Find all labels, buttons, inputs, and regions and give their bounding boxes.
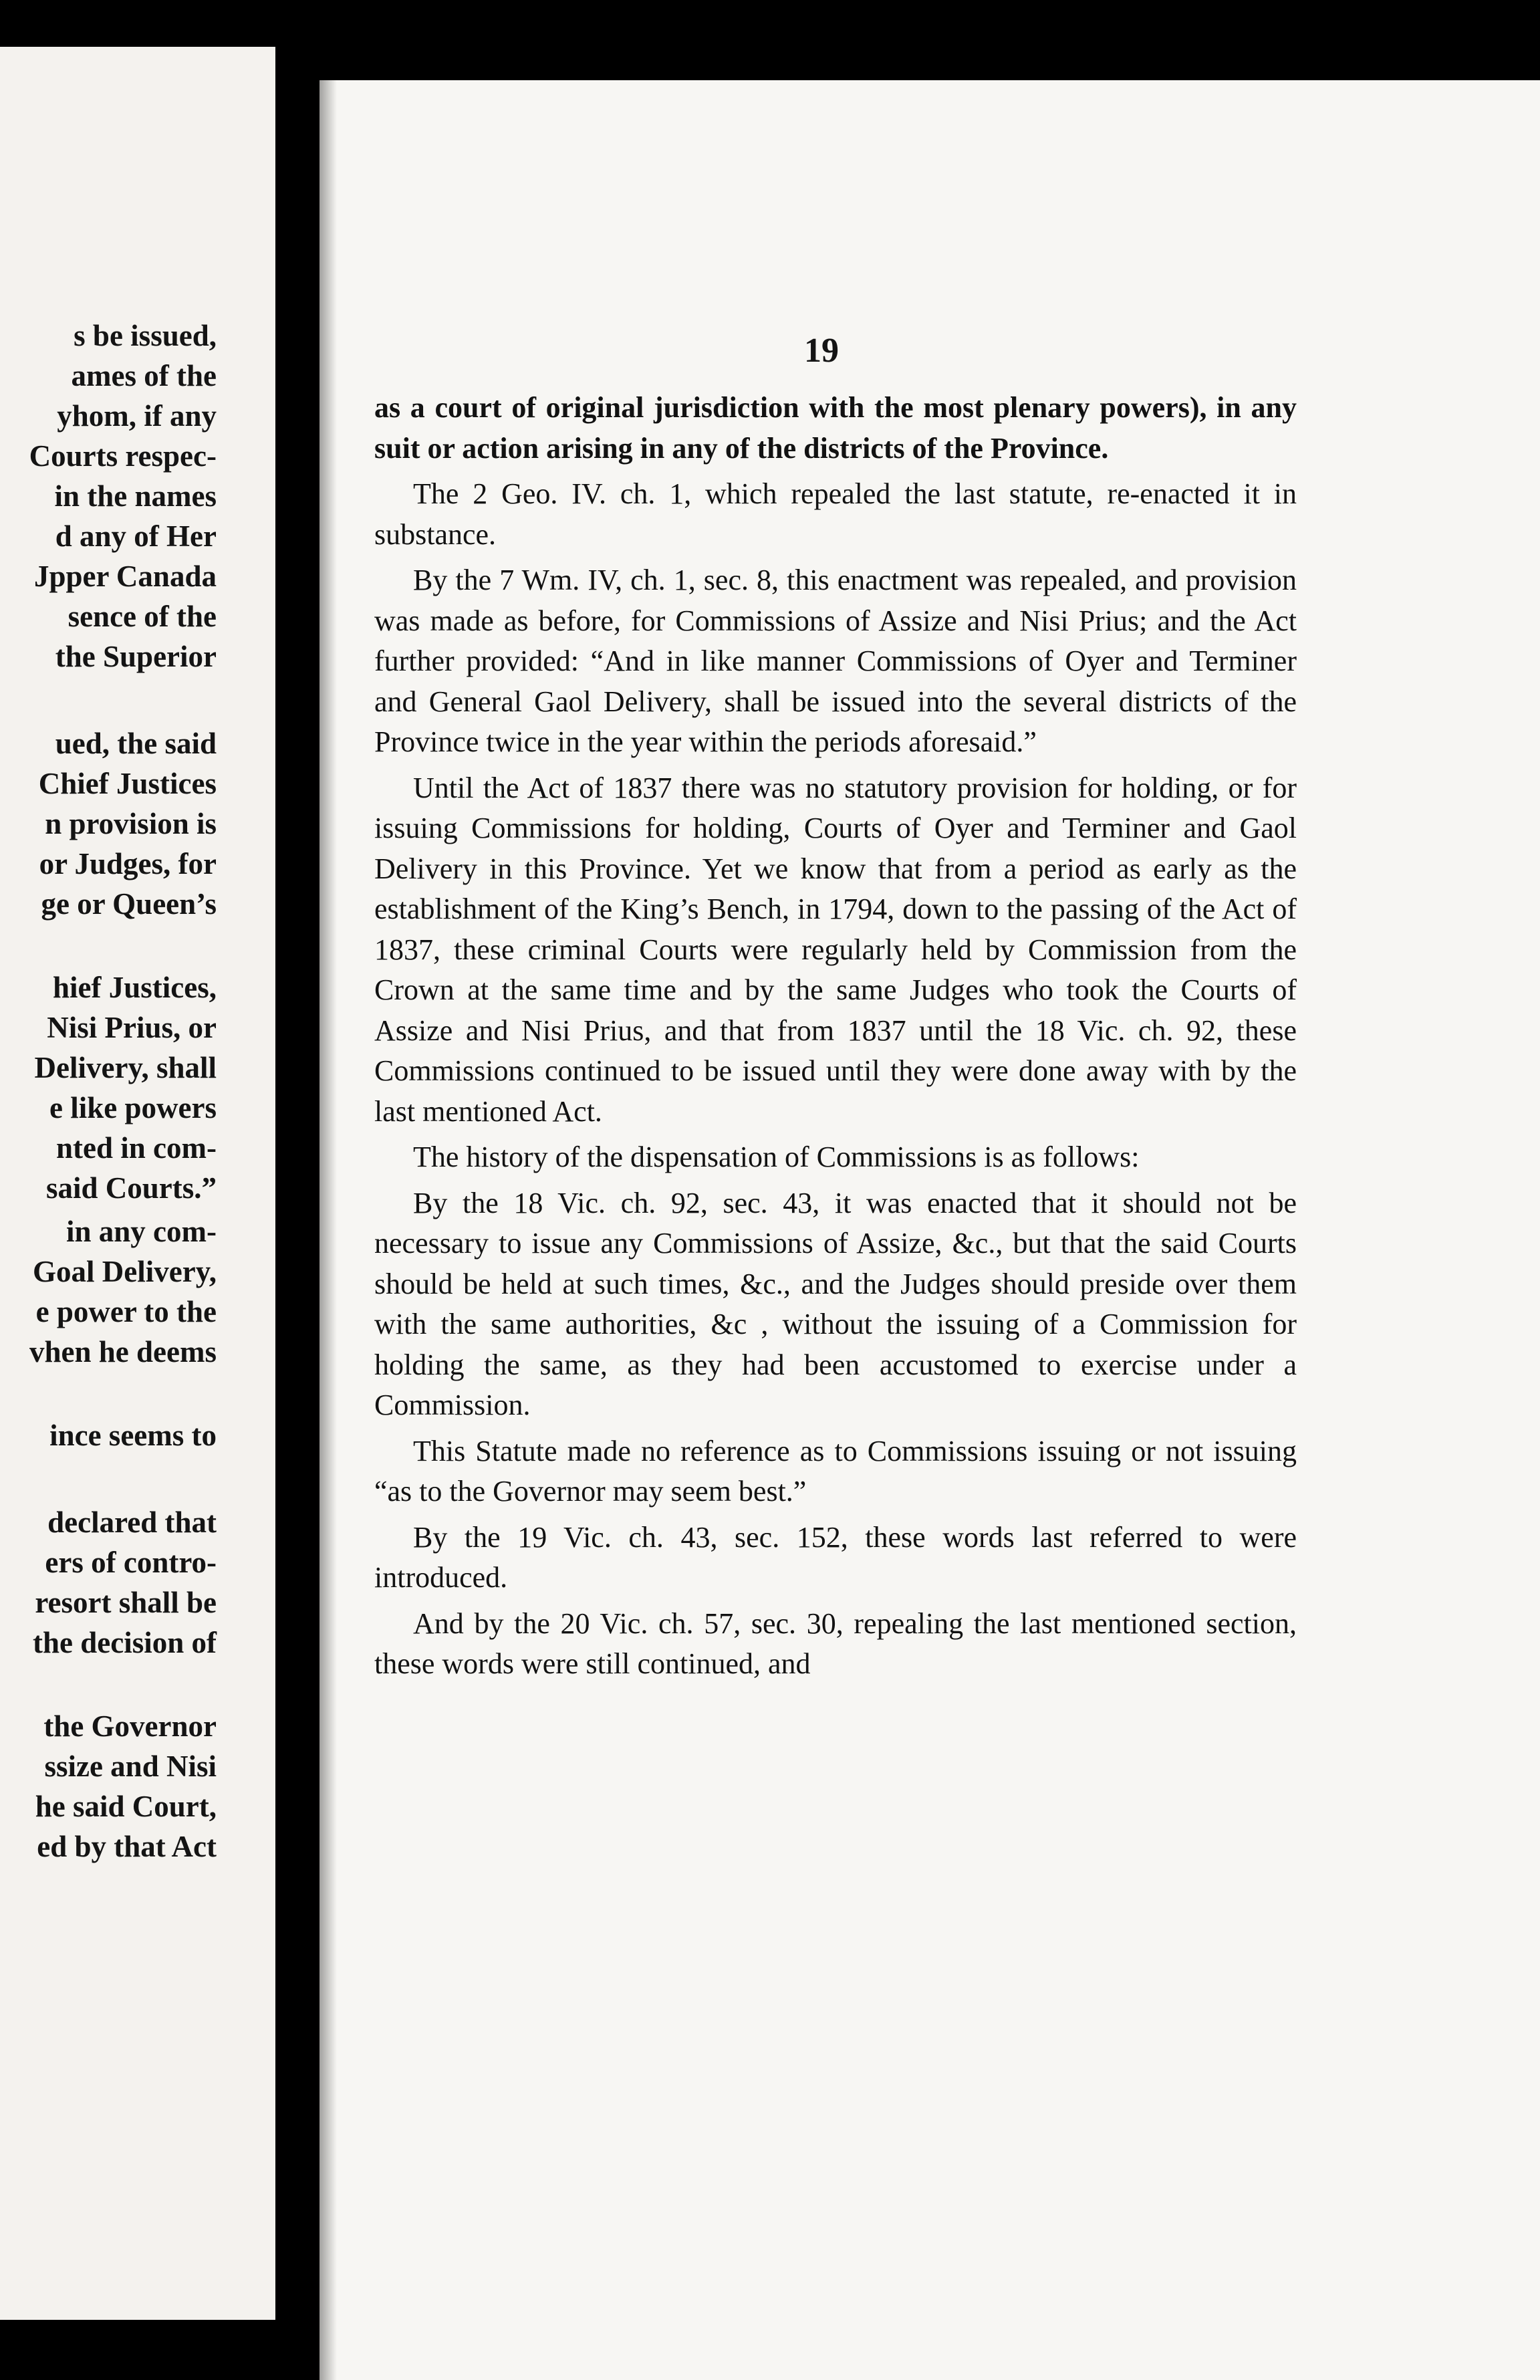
left-page-line: in the names [54, 479, 217, 513]
left-page-line: the Governor [43, 1709, 217, 1743]
left-page-line: e like powers [49, 1091, 217, 1124]
paragraph: The history of the dispensation of Commissions is as follows: [413, 1141, 1140, 1173]
left-page-line: Goal Delivery, [33, 1255, 217, 1288]
left-page-line: he said Court, [35, 1790, 217, 1823]
paragraph: The 2 Geo. IV. ch. 1, which repealed the last statute, re-enacted it in substance. [374, 477, 1297, 551]
left-page-line: ed by that Act [37, 1830, 217, 1863]
left-page-line: Chief Justices [38, 767, 217, 800]
left-page-line: the decision of [33, 1626, 217, 1659]
left-page [0, 47, 275, 2320]
left-page-line: ers of contro- [45, 1546, 217, 1579]
left-page-line: e power to the [35, 1295, 217, 1328]
paragraph: Until the Act of 1837 there was no statutory provision for holding, or for issuing Commissions for holding, Courts of Oyer and Terminer and Gaol Delivery in this Province. Yet we know that from a period as early as the establishment of the King’s Bench, in 1794, down to the passing of the Act of 1837, these criminal Courts were regularly held by Commission from the Crown at the same time and by the same Judges who took the Courts of Assize and Nisi Prius, and that from 1837 until the 18 Vic. ch. 92, these Commissions continued to be issued until they were done away with by the last mentioned Act. [374, 771, 1297, 1128]
body-text [374, 388, 1297, 1690]
left-page-line: Jpper Canada [34, 560, 217, 593]
left-page-line: declared that [47, 1506, 217, 1539]
left-page-line: said Courts.” [45, 1171, 217, 1205]
left-page-line: s be issued, [74, 319, 217, 352]
paragraph: By the 18 Vic. ch. 92, sec. 43, it was enacted that it should not be necessary to issue any Commissions of Assize, &c., but that the said Courts should be held at such times, &c., and the Judges should preside over them with the same authorities, &c , without the issuing of a Commission for holding the same, as they had been accustomed to exercise under a Commission. [374, 1186, 1297, 1421]
left-page-line: Delivery, shall [34, 1051, 217, 1084]
left-page-line: nted in com- [56, 1131, 217, 1165]
left-page-line: vhen he deems [29, 1335, 217, 1368]
left-page-line: ssize and Nisi [44, 1750, 217, 1783]
left-page-line: in any com- [66, 1215, 217, 1248]
left-page-line: Courts respec- [29, 439, 217, 473]
page-edge-shadow [319, 80, 337, 2380]
paragraph: By the 19 Vic. ch. 43, sec. 152, these words last referred to were introduced. [374, 1520, 1297, 1594]
page-number: 19 [804, 332, 839, 370]
paragraph: By the 7 Wm. IV, ch. 1, sec. 8, this enactment was repealed, and provision was made as before, for Commissions of Assize and Nisi Prius; and the Act further provided: “And in like manner Commissions of Oyer and Terminer and General Gaol Delivery, shall be issued into the several districts of the Province twice in the year within the periods aforesaid.” [374, 564, 1297, 758]
right-page [319, 80, 1540, 2380]
left-page-line: n provision is [45, 807, 217, 840]
left-page-line: hief Justices, [53, 971, 217, 1004]
left-page-line: ames of the [71, 359, 217, 392]
paragraph: This Statute made no reference as to Commissions issuing or not issuing “as to the Governor may seem best.” [374, 1434, 1297, 1508]
page-gutter [275, 0, 319, 2380]
left-page-line: ge or Queen’s [41, 887, 217, 921]
left-page-line: d any of Her [55, 519, 217, 553]
paragraph: And by the 20 Vic. ch. 57, sec. 30, repealing the last mentioned section, these words were still continued, and [374, 1606, 1297, 1680]
left-page-line: ued, the said [55, 727, 217, 760]
left-page-line: sence of the [68, 600, 217, 633]
left-page-line: ince seems to [49, 1419, 217, 1452]
left-page-line: or Judges, for [39, 847, 217, 880]
left-page-line: Nisi Prius, or [47, 1011, 217, 1044]
paragraph: as a court of original jurisdiction with the most plenary powers), in any suit or action arising in any of the districts of the Province. [374, 391, 1297, 465]
left-page-line: resort shall be [35, 1586, 217, 1619]
left-page-line: the Superior [55, 640, 217, 673]
left-page-line: yhom, if any [57, 399, 217, 433]
